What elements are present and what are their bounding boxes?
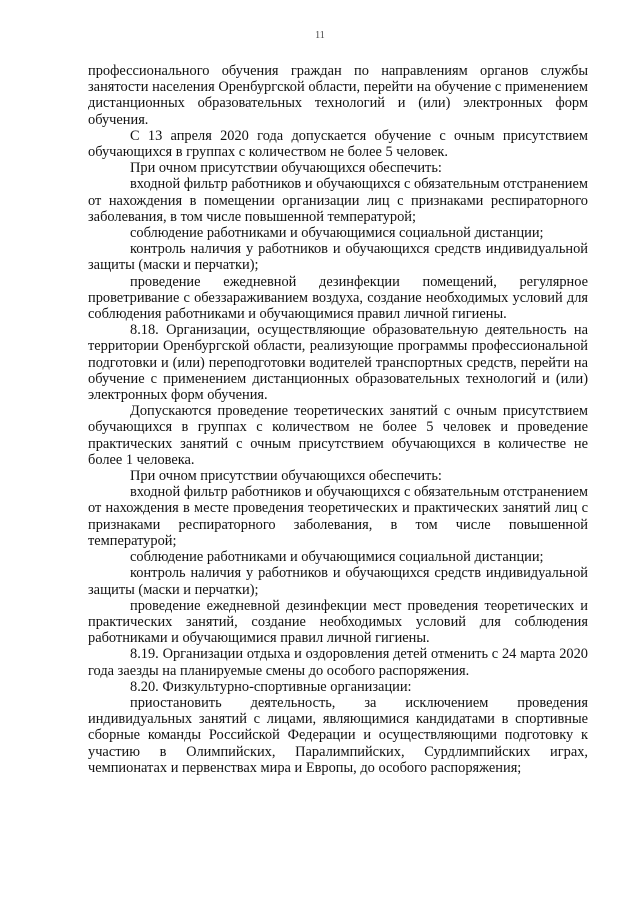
document-body xyxy=(88,63,588,776)
paragraph: входной фильтр работников и обучающихся с обязательным отстранением от нахождения в помещении организации лиц с признаками респираторного заболевания, в том числе повышенной температурой; xyxy=(88,176,588,225)
paragraph: входной фильтр работников и обучающихся с обязательным отстранением от нахождения в месте проведения теоретических и практических занятий лиц с признаками респираторного заболевания, в том числе повышенной температурой; xyxy=(88,484,588,549)
paragraph: профессионального обучения граждан по направлениям органов службы занятости населения Оренбургской области, перейти на обучение с применением дистанционных образовательных технологий и (или) электронных форм обучения. xyxy=(88,63,588,128)
paragraph: контроль наличия у работников и обучающихся средств индивидуальной защиты (маски и перчатки); xyxy=(88,241,588,274)
paragraph: соблюдение работниками и обучающимися социальной дистанции; xyxy=(130,549,544,566)
paragraph: При очном присутствии обучающихся обеспечить: xyxy=(130,468,442,485)
paragraph: С 13 апреля 2020 года допускается обучение с очным присутствием обучающихся в группах с количеством не более 5 человек. xyxy=(88,127,588,161)
paragraph: При очном присутствии обучающихся обеспечить: xyxy=(130,160,442,177)
page-number: 11 xyxy=(315,30,325,41)
paragraph: 8.18. Организации, осуществляющие образовательную деятельность на территории Оренбургской области, реализующие программы профессиональной подготовки и (или) переподготовки водителей транспортных средств, перейти на обучение с применением дистанционных образовательных технологий и (или) электронных форм обучения. xyxy=(88,322,588,404)
paragraph: соблюдение работниками и обучающимися социальной дистанции; xyxy=(130,225,544,242)
paragraph: контроль наличия у работников и обучающихся средств индивидуальной защиты (маски и перчатки); xyxy=(88,565,588,598)
paragraph: Допускаются проведение теоретических занятий с очным присутствием обучающихся в группах с количеством не более 5 человек и проведение практических занятий с очным присутствием обучающихся в количестве не более 1 человека. xyxy=(88,403,588,468)
paragraph: проведение ежедневной дезинфекции мест проведения теоретических и практических занятий, создание необходимых условий для соблюдения работниками и обучающимися правил личной гигиены. xyxy=(88,597,588,647)
paragraph: 8.19. Организации отдыха и оздоровления детей отменить с 24 марта 2020 года заезды на планируемые смены до особого распоряжения. xyxy=(88,646,588,679)
paragraph: 8.20. Физкультурно-спортивные организации: xyxy=(130,678,412,695)
paragraph: проведение ежедневной дезинфекции помещений, регулярное проветривание с обеззараживанием воздуха, создание необходимых условий для соблюдения работниками и обучающимися правил личной гигиены. xyxy=(88,273,588,323)
paragraph: приостановить деятельность, за исключением проведения индивидуальных занятий с лицами, являющимися кандидатами в спортивные сборные команды Российской Федерации и осуществляющими подготовку к участию в Олимпийских, Паралимпийских, Сурдлимпийских играх, чемпионатах и первенствах мира и Европы, до особого распоряжения; xyxy=(88,694,588,776)
